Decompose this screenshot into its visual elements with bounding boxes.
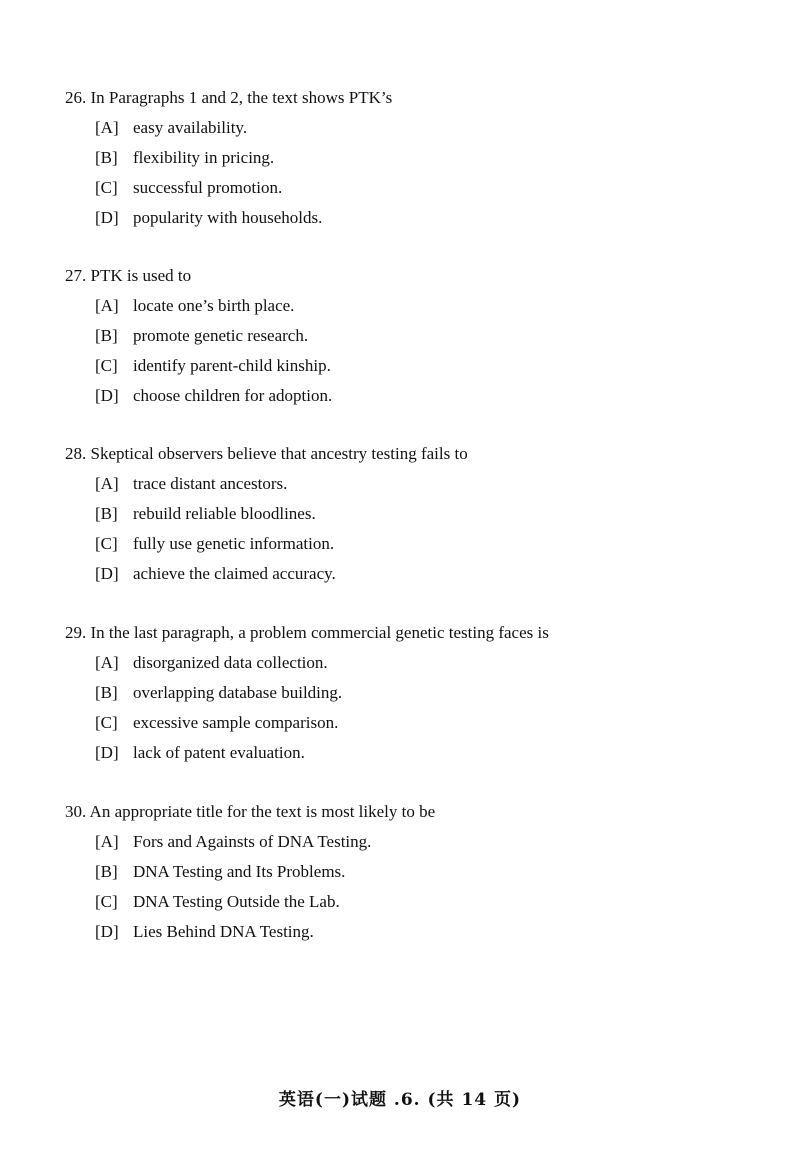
option-b: [95, 503, 765, 525]
option-d: [95, 563, 765, 585]
question-28: [65, 443, 765, 585]
option-letter: [C]: [95, 356, 118, 375]
option-text: promote genetic research.: [133, 326, 309, 345]
option-letter: [D]: [95, 208, 119, 227]
option-c: [95, 712, 765, 734]
option-b: [95, 147, 765, 169]
option-letter: [A]: [95, 118, 119, 137]
question-29: [65, 622, 765, 764]
option-letter: [C]: [95, 713, 118, 732]
option-text: DNA Testing and Its Problems.: [133, 862, 346, 881]
option-b: [95, 861, 765, 883]
option-a: [95, 295, 765, 317]
option-text: lack of patent evaluation.: [133, 743, 305, 762]
option-text: easy availability.: [133, 118, 248, 137]
option-letter: [B]: [95, 504, 118, 523]
option-letter: [B]: [95, 683, 118, 702]
option-letter: [D]: [95, 564, 119, 583]
option-b: [95, 325, 765, 347]
option-text: excessive sample comparison.: [133, 713, 339, 732]
option-text: popularity with households.: [133, 208, 323, 227]
option-letter: [C]: [95, 892, 118, 911]
option-letter: [B]: [95, 326, 118, 345]
option-text: DNA Testing Outside the Lab.: [133, 892, 340, 911]
option-letter: [C]: [95, 178, 118, 197]
option-text: disorganized data collection.: [133, 653, 328, 672]
question-stem: 26. In Paragraphs 1 and 2, the text shows PTK’s: [65, 88, 393, 107]
option-a: [95, 473, 765, 495]
option-letter: [D]: [95, 386, 119, 405]
option-a: [95, 652, 765, 674]
option-text: fully use genetic information.: [133, 534, 335, 553]
option-letter: [D]: [95, 922, 119, 941]
option-text: identify parent-child kinship.: [133, 356, 331, 375]
option-text: successful promotion.: [133, 178, 283, 197]
option-a: [95, 117, 765, 139]
option-d: [95, 207, 765, 229]
question-stem: 28. Skeptical observers believe that ancestry testing fails to: [65, 444, 468, 463]
option-letter: [A]: [95, 296, 119, 315]
option-text: Lies Behind DNA Testing.: [133, 922, 314, 941]
option-a: [95, 831, 765, 853]
option-letter: [A]: [95, 474, 119, 493]
option-b: [95, 682, 765, 704]
option-letter: [D]: [95, 743, 119, 762]
option-letter: [A]: [95, 832, 119, 851]
option-letter: [B]: [95, 862, 118, 881]
question-stem: 29. In the last paragraph, a problem commercial genetic testing faces is: [65, 623, 549, 642]
option-text: achieve the claimed accuracy.: [133, 564, 336, 583]
option-letter: [B]: [95, 148, 118, 167]
option-text: trace distant ancestors.: [133, 474, 288, 493]
option-text: locate one’s birth place.: [133, 296, 295, 315]
option-text: rebuild reliable bloodlines.: [133, 504, 316, 523]
option-d: [95, 742, 765, 764]
question-27: [65, 265, 765, 407]
option-letter: [A]: [95, 653, 119, 672]
option-d: [95, 385, 765, 407]
option-text: Fors and Againsts of DNA Testing.: [133, 832, 372, 851]
option-text: overlapping database building.: [133, 683, 343, 702]
option-c: [95, 891, 765, 913]
option-c: [95, 533, 765, 555]
question-stem: 30. An appropriate title for the text is most likely to be: [65, 802, 436, 821]
option-c: [95, 177, 765, 199]
page-footer: 英语(一)试题 .6. (共 14 页): [278, 1090, 522, 1110]
question-30: [65, 801, 765, 943]
option-text: choose children for adoption.: [133, 386, 333, 405]
option-letter: [C]: [95, 534, 118, 553]
question-26: [65, 87, 765, 229]
option-text: flexibility in pricing.: [133, 148, 275, 167]
option-d: [95, 921, 765, 943]
question-stem: 27. PTK is used to: [65, 266, 192, 285]
option-c: [95, 355, 765, 377]
